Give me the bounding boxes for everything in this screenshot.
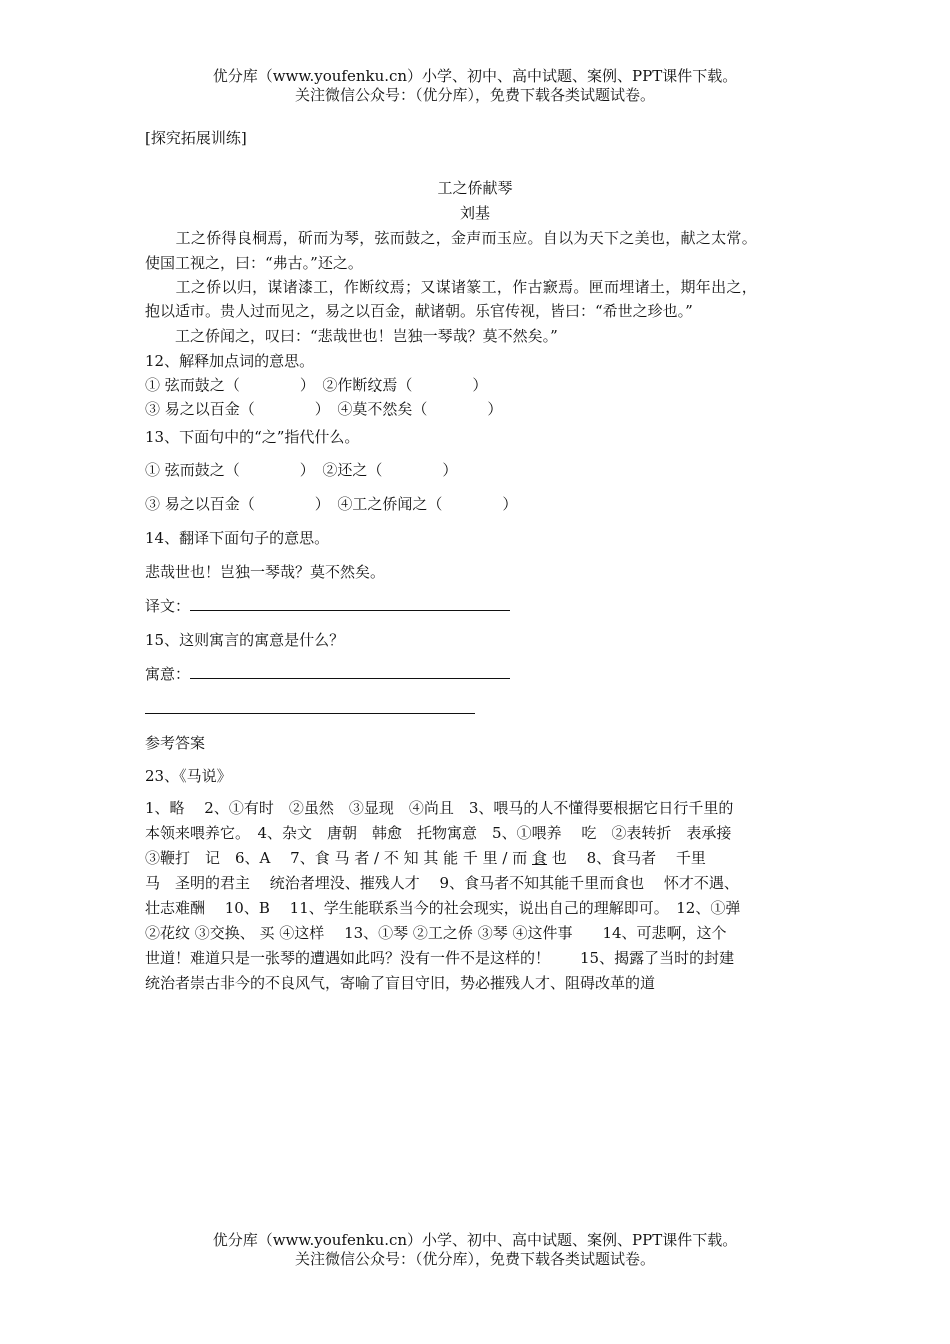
answer-line: 马 圣明的君主 统治者埋没、摧残人才 9、食马者不知其能千里而食也 怀才不遇、: [145, 874, 739, 892]
question-12-prompt: 12、解释加点词的意思。: [145, 352, 315, 370]
moral-blank: [190, 664, 510, 679]
answers-title: 23、《马说》: [145, 767, 232, 785]
answer-line: 世道！难道只是一张琴的遭遇如此吗？没有一件不是这样的！ 15、揭露了当时的封建: [145, 949, 735, 967]
question-14-sentence: 悲哉世也！岂独一琴哉？莫不然矣。: [145, 563, 386, 581]
question-14-answer-line: [145, 596, 510, 616]
divider-rule: [145, 713, 475, 714]
question-13-row2: ③ 易之以百金（ ） ④工之侨闻之（ ）: [145, 495, 518, 513]
answer-line: ③鞭打 记 6、A 7、食 马 者 / 不 知 其 能 千 里 / 而 食 也 8、食马者 千里: [145, 849, 706, 867]
passage-line: 抱以适市。贵人过而见之，易之以百金，献诸朝。乐官传视，皆曰：“希世之珍也。”: [145, 302, 693, 320]
passage-line: 工之侨以归，谋诸漆工，作断纹焉；又谋诸篆工，作古窾焉。匣而埋诸土，期年出之，: [145, 278, 758, 296]
answer-line: 壮志难酬 10、B 11、学生能联系当今的社会现实，说出自己的理解即可。 12、①弹: [145, 899, 741, 917]
question-13-prompt: 13、下面句中的“之”指代什么。: [145, 428, 360, 446]
passage-title: 工之侨献琴: [437, 179, 513, 197]
question-13-item-c: ③ 易之以百金: [145, 495, 240, 513]
question-12-row2: ③ 易之以百金（ ） ④莫不然矣（ ）: [145, 400, 503, 418]
question-12-item-c: ③ 易之以百金: [145, 400, 240, 418]
section-title: [探究拓展训练]: [145, 129, 247, 147]
translation-label: 译文：: [145, 597, 191, 615]
question-13-item-b: ②还之: [322, 461, 368, 479]
translation-blank: [190, 596, 510, 611]
passage-line: 使国工视之，曰：“弗古。”还之。: [145, 254, 363, 272]
question-12-row1: ① 弦而鼓之（ ） ②作断纹焉（ ）: [145, 376, 488, 394]
question-13-item-a: ① 弦而鼓之: [145, 461, 225, 479]
page-footer-line1: 优分库（www.youfenku.cn）小学、初中、高中试题、案例、PPT课件下载。: [212, 1231, 738, 1249]
passage-line: 工之侨得良桐焉，斫而为琴，弦而鼓之，金声而玉应。自以为天下之美也，献之太常。: [145, 229, 758, 247]
answer-line: 本领来喂养它。 4、杂文 唐朝 韩愈 托物寓意 5、①喂养 吃 ②表转折 表承接: [145, 824, 732, 842]
question-12-item-d: ④莫不然矣: [337, 400, 413, 418]
answer-line: 统治者崇古非今的不良风气，寄喻了盲目守旧，势必摧残人才、阻碍改革的道: [145, 974, 656, 992]
page-header-line1: 优分库（www.youfenku.cn）小学、初中、高中试题、案例、PPT课件下载。: [212, 67, 738, 85]
page-footer-line2: 关注微信公众号：（优分库），免费下载各类试题试卷。: [294, 1250, 655, 1268]
question-12-item-a: ① 弦而鼓之: [145, 376, 225, 394]
question-13-row1: ① 弦而鼓之（ ） ②还之（ ）: [145, 461, 458, 479]
question-15-answer-line: [145, 664, 510, 684]
question-14-prompt: 14、翻译下面句子的意思。: [145, 529, 330, 547]
question-12-item-b: ②作断纹焉: [322, 376, 398, 394]
moral-label: 寓意：: [145, 665, 191, 683]
question-15-prompt: 15、这则寓言的寓意是什么？: [145, 631, 345, 649]
answer-line: ②花纹 ③交换、 买 ④这样 13、①琴 ②工之侨 ③琴 ④这件事 14、可悲啊，这个: [145, 924, 727, 942]
passage-author: 刘基: [459, 204, 490, 222]
answers-heading: 参考答案: [145, 734, 206, 752]
answer-line: 1、略 2、①有时 ②虽然 ③显现 ④尚且 3、喂马的人不懂得要根据它日行千里的: [145, 799, 734, 817]
passage-line: 工之侨闻之，叹曰：“悲哉世也！岂独一琴哉？莫不然矣。”: [145, 327, 558, 345]
page-header-line2: 关注微信公众号：（优分库），免费下载各类试题试卷。: [294, 86, 655, 104]
question-13-item-d: ④工之侨闻之: [337, 495, 428, 513]
